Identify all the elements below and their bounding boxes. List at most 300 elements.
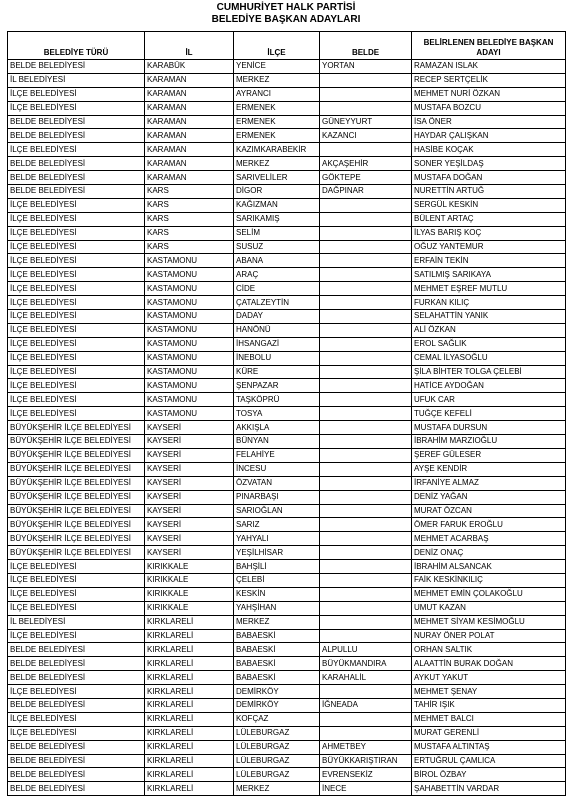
cell-province: KIRIKKALE xyxy=(145,601,234,615)
cell-candidate: OĞUZ YANTEMUR xyxy=(412,240,566,254)
table-row xyxy=(8,587,566,601)
table-row xyxy=(8,490,566,504)
table-row xyxy=(8,157,566,171)
cell-town: İĞNEADA xyxy=(320,698,412,712)
cell-municipality-type: BELDE BELEDİYESİ xyxy=(8,129,145,143)
cell-town xyxy=(320,712,412,726)
cell-province: KAYSERİ xyxy=(145,532,234,546)
cell-municipality-type: İLÇE BELEDİYESİ xyxy=(8,337,145,351)
cell-municipality-type: BELDE BELEDİYESİ xyxy=(8,754,145,768)
cell-district: İHSANGAZİ xyxy=(234,337,320,351)
cell-municipality-type: İLÇE BELEDİYESİ xyxy=(8,379,145,393)
cell-town xyxy=(320,323,412,337)
table-row xyxy=(8,768,566,782)
table-row xyxy=(8,198,566,212)
cell-district: TAŞKÖPRÜ xyxy=(234,393,320,407)
cell-district: DEMİRKÖY xyxy=(234,685,320,699)
table-row xyxy=(8,323,566,337)
cell-candidate: ŞEREF GÜLESER xyxy=(412,448,566,462)
cell-province: KAYSERİ xyxy=(145,476,234,490)
table-row xyxy=(8,435,566,449)
cell-district: KOFÇAZ xyxy=(234,712,320,726)
cell-town xyxy=(320,573,412,587)
cell-municipality-type: İLÇE BELEDİYESİ xyxy=(8,101,145,115)
cell-district: DEMİRKÖY xyxy=(234,698,320,712)
cell-town xyxy=(320,629,412,643)
cell-municipality-type: İLÇE BELEDİYESİ xyxy=(8,393,145,407)
table-row xyxy=(8,629,566,643)
cell-district: ERMENEK xyxy=(234,115,320,129)
cell-municipality-type: BELDE BELEDİYESİ xyxy=(8,60,145,74)
cell-municipality-type: İLÇE BELEDİYESİ xyxy=(8,240,145,254)
cell-district: SARIVELİLER xyxy=(234,171,320,185)
cell-district: İNEBOLU xyxy=(234,351,320,365)
cell-municipality-type: İLÇE BELEDİYESİ xyxy=(8,351,145,365)
cell-municipality-type: BELDE BELEDİYESİ xyxy=(8,671,145,685)
cell-district: DİGOR xyxy=(234,185,320,199)
cell-candidate: DENİZ ONAÇ xyxy=(412,546,566,560)
header-province: İL xyxy=(145,32,234,60)
table-row xyxy=(8,379,566,393)
cell-province: KARAMAN xyxy=(145,115,234,129)
cell-municipality-type: İL BELEDİYESİ xyxy=(8,73,145,87)
table-row xyxy=(8,462,566,476)
cell-district: SARIZ xyxy=(234,518,320,532)
cell-province: KAYSERİ xyxy=(145,518,234,532)
cell-town: AHMETBEY xyxy=(320,740,412,754)
table-row xyxy=(8,421,566,435)
cell-town: BÜYÜKMANDIRA xyxy=(320,657,412,671)
cell-candidate: UMUT KAZAN xyxy=(412,601,566,615)
cell-candidate: BÜLENT ARTAÇ xyxy=(412,212,566,226)
cell-municipality-type: BELDE BELEDİYESİ xyxy=(8,171,145,185)
cell-town xyxy=(320,198,412,212)
cell-town xyxy=(320,143,412,157)
cell-municipality-type: İLÇE BELEDİYESİ xyxy=(8,296,145,310)
cell-province: KIRKLARELİ xyxy=(145,698,234,712)
cell-province: KASTAMONU xyxy=(145,282,234,296)
cell-candidate: EROL SAĞLIK xyxy=(412,337,566,351)
cell-town: DAĞPINAR xyxy=(320,185,412,199)
cell-candidate: İRFANİYE ALMAZ xyxy=(412,476,566,490)
cell-municipality-type: BÜYÜKŞEHİR İLÇE BELEDİYESİ xyxy=(8,435,145,449)
table-row xyxy=(8,171,566,185)
table-row xyxy=(8,476,566,490)
cell-municipality-type: İLÇE BELEDİYESİ xyxy=(8,685,145,699)
cell-province: KASTAMONU xyxy=(145,323,234,337)
cell-candidate: BİROL ÖZBAY xyxy=(412,768,566,782)
cell-province: KIRKLARELİ xyxy=(145,740,234,754)
cell-district: SUSUZ xyxy=(234,240,320,254)
cell-town: EVRENSEKİZ xyxy=(320,768,412,782)
cell-province: KARAMAN xyxy=(145,87,234,101)
cell-province: KASTAMONU xyxy=(145,268,234,282)
cell-town xyxy=(320,212,412,226)
cell-district: MERKEZ xyxy=(234,615,320,629)
cell-town xyxy=(320,462,412,476)
cell-district: LÜLEBURGAZ xyxy=(234,768,320,782)
cell-province: KIRKLARELİ xyxy=(145,712,234,726)
cell-province: KARS xyxy=(145,198,234,212)
cell-candidate: İBRAHİM ALSANCAK xyxy=(412,560,566,574)
cell-district: ÇATALZEYTİN xyxy=(234,296,320,310)
cell-municipality-type: İLÇE BELEDİYESİ xyxy=(8,226,145,240)
cell-municipality-type: İLÇE BELEDİYESİ xyxy=(8,268,145,282)
cell-province: KIRKLARELİ xyxy=(145,615,234,629)
cell-municipality-type: İLÇE BELEDİYESİ xyxy=(8,407,145,421)
cell-town xyxy=(320,518,412,532)
cell-municipality-type: BELDE BELEDİYESİ xyxy=(8,698,145,712)
cell-municipality-type: BELDE BELEDİYESİ xyxy=(8,185,145,199)
cell-district: PINARBAŞI xyxy=(234,490,320,504)
cell-candidate: UFUK CAR xyxy=(412,393,566,407)
table-row xyxy=(8,601,566,615)
cell-district: BABAESKİ xyxy=(234,643,320,657)
cell-town: ALPULLU xyxy=(320,643,412,657)
cell-district: MERKEZ xyxy=(234,157,320,171)
table-row xyxy=(8,560,566,574)
header-municipality-type: BELEDİYE TÜRÜ xyxy=(8,32,145,60)
table-row xyxy=(8,671,566,685)
cell-town xyxy=(320,532,412,546)
cell-district: LÜLEBURGAZ xyxy=(234,740,320,754)
cell-province: KIRIKKALE xyxy=(145,587,234,601)
cell-province: KIRKLARELİ xyxy=(145,726,234,740)
title-party: CUMHURİYET HALK PARTİSİ xyxy=(216,2,356,13)
cell-municipality-type: İLÇE BELEDİYESİ xyxy=(8,282,145,296)
table-row xyxy=(8,296,566,310)
cell-district: YAHYALI xyxy=(234,532,320,546)
table-row xyxy=(8,226,566,240)
cell-district: SELİM xyxy=(234,226,320,240)
cell-district: ABANA xyxy=(234,254,320,268)
cell-district: SARIKAMIŞ xyxy=(234,212,320,226)
cell-candidate: İBRAHİM MARZIOĞLU xyxy=(412,435,566,449)
cell-town xyxy=(320,476,412,490)
cell-province: KAYSERİ xyxy=(145,435,234,449)
cell-district: FELAHİYE xyxy=(234,448,320,462)
cell-district: TOSYA xyxy=(234,407,320,421)
cell-town xyxy=(320,282,412,296)
cell-municipality-type: İLÇE BELEDİYESİ xyxy=(8,629,145,643)
header-district: İLÇE xyxy=(234,32,320,60)
cell-municipality-type: BÜYÜKŞEHİR İLÇE BELEDİYESİ xyxy=(8,546,145,560)
cell-candidate: SATILMIŞ SARIKAYA xyxy=(412,268,566,282)
cell-municipality-type: İLÇE BELEDİYESİ xyxy=(8,143,145,157)
cell-municipality-type: İLÇE BELEDİYESİ xyxy=(8,712,145,726)
cell-municipality-type: İLÇE BELEDİYESİ xyxy=(8,726,145,740)
cell-province: KARABÜK xyxy=(145,60,234,74)
table-row xyxy=(8,643,566,657)
cell-province: KASTAMONU xyxy=(145,407,234,421)
cell-town xyxy=(320,351,412,365)
cell-province: KASTAMONU xyxy=(145,310,234,324)
cell-town xyxy=(320,587,412,601)
cell-candidate: MUSTAFA ALTINTAŞ xyxy=(412,740,566,754)
table-row xyxy=(8,115,566,129)
cell-town xyxy=(320,726,412,740)
cell-province: KASTAMONU xyxy=(145,365,234,379)
cell-municipality-type: İLÇE BELEDİYESİ xyxy=(8,212,145,226)
cell-town xyxy=(320,560,412,574)
cell-municipality-type: İLÇE BELEDİYESİ xyxy=(8,365,145,379)
table-row xyxy=(8,518,566,532)
cell-town: KARAHALİL xyxy=(320,671,412,685)
table-row xyxy=(8,365,566,379)
document-title xyxy=(0,2,572,26)
cell-district: İNCESU xyxy=(234,462,320,476)
cell-town xyxy=(320,87,412,101)
cell-candidate: SELAHATTİN YANIK xyxy=(412,310,566,324)
cell-district: KESKİN xyxy=(234,587,320,601)
table-row xyxy=(8,143,566,157)
table-row xyxy=(8,268,566,282)
cell-district: YAHŞİHAN xyxy=(234,601,320,615)
cell-municipality-type: İLÇE BELEDİYESİ xyxy=(8,310,145,324)
cell-town xyxy=(320,546,412,560)
table-row xyxy=(8,101,566,115)
table-row xyxy=(8,337,566,351)
cell-province: KIRKLARELİ xyxy=(145,768,234,782)
cell-town: GÜNEYYURT xyxy=(320,115,412,129)
table-row xyxy=(8,448,566,462)
cell-town xyxy=(320,504,412,518)
cell-town xyxy=(320,685,412,699)
cell-municipality-type: İLÇE BELEDİYESİ xyxy=(8,254,145,268)
table-row xyxy=(8,698,566,712)
cell-candidate: İSA ÖNER xyxy=(412,115,566,129)
cell-district: MERKEZ xyxy=(234,73,320,87)
cell-municipality-type: BÜYÜKŞEHİR İLÇE BELEDİYESİ xyxy=(8,421,145,435)
cell-province: KAYSERİ xyxy=(145,448,234,462)
table-row xyxy=(8,615,566,629)
table-row xyxy=(8,504,566,518)
cell-district: YEŞİLHİSAR xyxy=(234,546,320,560)
cell-candidate: HAYDAR ÇALIŞKAN xyxy=(412,129,566,143)
table-row xyxy=(8,73,566,87)
cell-town xyxy=(320,365,412,379)
cell-district: DADAY xyxy=(234,310,320,324)
cell-municipality-type: BELDE BELEDİYESİ xyxy=(8,643,145,657)
cell-candidate: MURAT ÖZCAN xyxy=(412,504,566,518)
table-row xyxy=(8,351,566,365)
cell-province: KAYSERİ xyxy=(145,462,234,476)
cell-district: CİDE xyxy=(234,282,320,296)
cell-town xyxy=(320,615,412,629)
cell-province: KARAMAN xyxy=(145,101,234,115)
cell-municipality-type: İL BELEDİYESİ xyxy=(8,615,145,629)
cell-province: KARAMAN xyxy=(145,143,234,157)
cell-province: KAYSERİ xyxy=(145,490,234,504)
cell-town xyxy=(320,296,412,310)
cell-municipality-type: İLÇE BELEDİYESİ xyxy=(8,587,145,601)
cell-candidate: AYŞE KENDİR xyxy=(412,462,566,476)
cell-province: KARAMAN xyxy=(145,171,234,185)
cell-district: ERMENEK xyxy=(234,129,320,143)
cell-candidate: RAMAZAN ISLAK xyxy=(412,60,566,74)
cell-town xyxy=(320,254,412,268)
cell-candidate: HASİBE KOÇAK xyxy=(412,143,566,157)
cell-candidate: MEHMET SİYAM KESİMOĞLU xyxy=(412,615,566,629)
cell-candidate: HATİCE AYDOĞAN xyxy=(412,379,566,393)
cell-town xyxy=(320,73,412,87)
cell-district: LÜLEBURGAZ xyxy=(234,726,320,740)
cell-province: KARAMAN xyxy=(145,157,234,171)
cell-candidate: MEHMET ŞENAY xyxy=(412,685,566,699)
table-body xyxy=(8,60,566,796)
table-row xyxy=(8,60,566,74)
cell-province: KAYSERİ xyxy=(145,421,234,435)
cell-province: KARS xyxy=(145,185,234,199)
table-row xyxy=(8,532,566,546)
table-row xyxy=(8,240,566,254)
cell-town xyxy=(320,226,412,240)
cell-candidate: MUSTAFA DURSUN xyxy=(412,421,566,435)
cell-candidate: ALAATTİN BURAK DOĞAN xyxy=(412,657,566,671)
cell-province: KARS xyxy=(145,240,234,254)
cell-town xyxy=(320,448,412,462)
header-candidate: BELİRLENEN BELEDİYE BAŞKAN ADAYI xyxy=(412,32,566,60)
cell-candidate: MEHMET ACARBAŞ xyxy=(412,532,566,546)
cell-town xyxy=(320,379,412,393)
cell-candidate: ERFAİN TEKİN xyxy=(412,254,566,268)
table-row xyxy=(8,393,566,407)
cell-municipality-type: BÜYÜKŞEHİR İLÇE BELEDİYESİ xyxy=(8,504,145,518)
cell-district: ÇELEBİ xyxy=(234,573,320,587)
cell-province: KASTAMONU xyxy=(145,351,234,365)
cell-district: KAĞIZMAN xyxy=(234,198,320,212)
cell-town: AKÇAŞEHİR xyxy=(320,157,412,171)
cell-province: KARAMAN xyxy=(145,129,234,143)
table-row xyxy=(8,212,566,226)
cell-province: KARAMAN xyxy=(145,73,234,87)
table-row xyxy=(8,407,566,421)
cell-candidate: MUSTAFA BOZCU xyxy=(412,101,566,115)
cell-municipality-type: BELDE BELEDİYESİ xyxy=(8,157,145,171)
table-row xyxy=(8,754,566,768)
cell-province: KASTAMONU xyxy=(145,337,234,351)
cell-town xyxy=(320,240,412,254)
cell-district: HANÖNÜ xyxy=(234,323,320,337)
cell-district: LÜLEBURGAZ xyxy=(234,754,320,768)
cell-candidate: İLYAS BARIŞ KOÇ xyxy=(412,226,566,240)
cell-town: BÜYÜKKARIŞTIRAN xyxy=(320,754,412,768)
cell-province: KASTAMONU xyxy=(145,393,234,407)
cell-municipality-type: BÜYÜKŞEHİR İLÇE BELEDİYESİ xyxy=(8,448,145,462)
cell-municipality-type: İLÇE BELEDİYESİ xyxy=(8,198,145,212)
cell-candidate: SONER YEŞİLDAŞ xyxy=(412,157,566,171)
cell-town xyxy=(320,101,412,115)
cell-province: KARS xyxy=(145,226,234,240)
table-row xyxy=(8,254,566,268)
cell-province: KIRKLARELİ xyxy=(145,685,234,699)
cell-candidate: MEHMET EMİN ÇOLAKOĞLU xyxy=(412,587,566,601)
cell-candidate: FAİK KESKİNKILIÇ xyxy=(412,573,566,587)
cell-candidate: MEHMET EŞREF MUTLU xyxy=(412,282,566,296)
cell-candidate: TUĞÇE KEFELİ xyxy=(412,407,566,421)
cell-candidate: ÖMER FARUK EROĞLU xyxy=(412,518,566,532)
cell-district: KÜRE xyxy=(234,365,320,379)
table-row xyxy=(8,573,566,587)
cell-municipality-type: BELDE BELEDİYESİ xyxy=(8,740,145,754)
table-row xyxy=(8,726,566,740)
cell-municipality-type: BELDE BELEDİYESİ xyxy=(8,782,145,796)
table-row xyxy=(8,685,566,699)
cell-candidate: MURAT GERENLİ xyxy=(412,726,566,740)
cell-candidate: ŞAHABETTİN VARDAR xyxy=(412,782,566,796)
table-row xyxy=(8,87,566,101)
cell-district: BABAESKİ xyxy=(234,671,320,685)
cell-municipality-type: BÜYÜKŞEHİR İLÇE BELEDİYESİ xyxy=(8,518,145,532)
cell-province: KAYSERİ xyxy=(145,546,234,560)
cell-municipality-type: BÜYÜKŞEHİR İLÇE BELEDİYESİ xyxy=(8,476,145,490)
cell-district: BABAESKİ xyxy=(234,629,320,643)
cell-candidate: NURAY ÖNER POLAT xyxy=(412,629,566,643)
cell-province: KIRKLARELİ xyxy=(145,671,234,685)
cell-candidate: ERTUĞRUL ÇAMLICA xyxy=(412,754,566,768)
cell-candidate: ALİ ÖZKAN xyxy=(412,323,566,337)
cell-district: ŞENPAZAR xyxy=(234,379,320,393)
cell-town: YORTAN xyxy=(320,60,412,74)
cell-municipality-type: İLÇE BELEDİYESİ xyxy=(8,601,145,615)
cell-town xyxy=(320,268,412,282)
cell-town: KAZANCI xyxy=(320,129,412,143)
cell-municipality-type: BELDE BELEDİYESİ xyxy=(8,657,145,671)
cell-town xyxy=(320,310,412,324)
cell-town xyxy=(320,393,412,407)
cell-candidate: MEHMET BALCI xyxy=(412,712,566,726)
table-row xyxy=(8,782,566,796)
cell-district: MERKEZ xyxy=(234,782,320,796)
cell-province: KIRKLARELİ xyxy=(145,782,234,796)
cell-province: KIRKLARELİ xyxy=(145,629,234,643)
cell-candidate: FURKAN KILIÇ xyxy=(412,296,566,310)
table-header-row xyxy=(8,32,566,60)
header-town: BELDE xyxy=(320,32,412,60)
cell-municipality-type: İLÇE BELEDİYESİ xyxy=(8,323,145,337)
cell-province: KIRIKKALE xyxy=(145,573,234,587)
table-row xyxy=(8,712,566,726)
cell-province: KIRIKKALE xyxy=(145,560,234,574)
table-row xyxy=(8,546,566,560)
title-subject: BELEDİYE BAŞKAN ADAYLARI xyxy=(211,14,361,25)
cell-district: ARAÇ xyxy=(234,268,320,282)
cell-district: BÜNYAN xyxy=(234,435,320,449)
cell-candidate: DENİZ YAĞAN xyxy=(412,490,566,504)
cell-district: BAHŞİLİ xyxy=(234,560,320,574)
cell-candidate: RECEP SERTÇELİK xyxy=(412,73,566,87)
cell-municipality-type: İLÇE BELEDİYESİ xyxy=(8,573,145,587)
cell-candidate: ŞİLA BİHTER TOLGA ÇELEBİ xyxy=(412,365,566,379)
cell-district: AKKIŞLA xyxy=(234,421,320,435)
table-row xyxy=(8,282,566,296)
cell-town xyxy=(320,490,412,504)
cell-district: YENİCE xyxy=(234,60,320,74)
cell-town xyxy=(320,601,412,615)
cell-district: BABAESKİ xyxy=(234,657,320,671)
cell-province: KASTAMONU xyxy=(145,296,234,310)
cell-district: ÖZVATAN xyxy=(234,476,320,490)
table-row xyxy=(8,310,566,324)
cell-district: ERMENEK xyxy=(234,101,320,115)
cell-municipality-type: İLÇE BELEDİYESİ xyxy=(8,87,145,101)
cell-town xyxy=(320,337,412,351)
cell-candidate: MEHMET NURİ ÖZKAN xyxy=(412,87,566,101)
cell-candidate: NURETTİN ARTUĞ xyxy=(412,185,566,199)
table-row xyxy=(8,129,566,143)
cell-municipality-type: İLÇE BELEDİYESİ xyxy=(8,560,145,574)
cell-town xyxy=(320,435,412,449)
